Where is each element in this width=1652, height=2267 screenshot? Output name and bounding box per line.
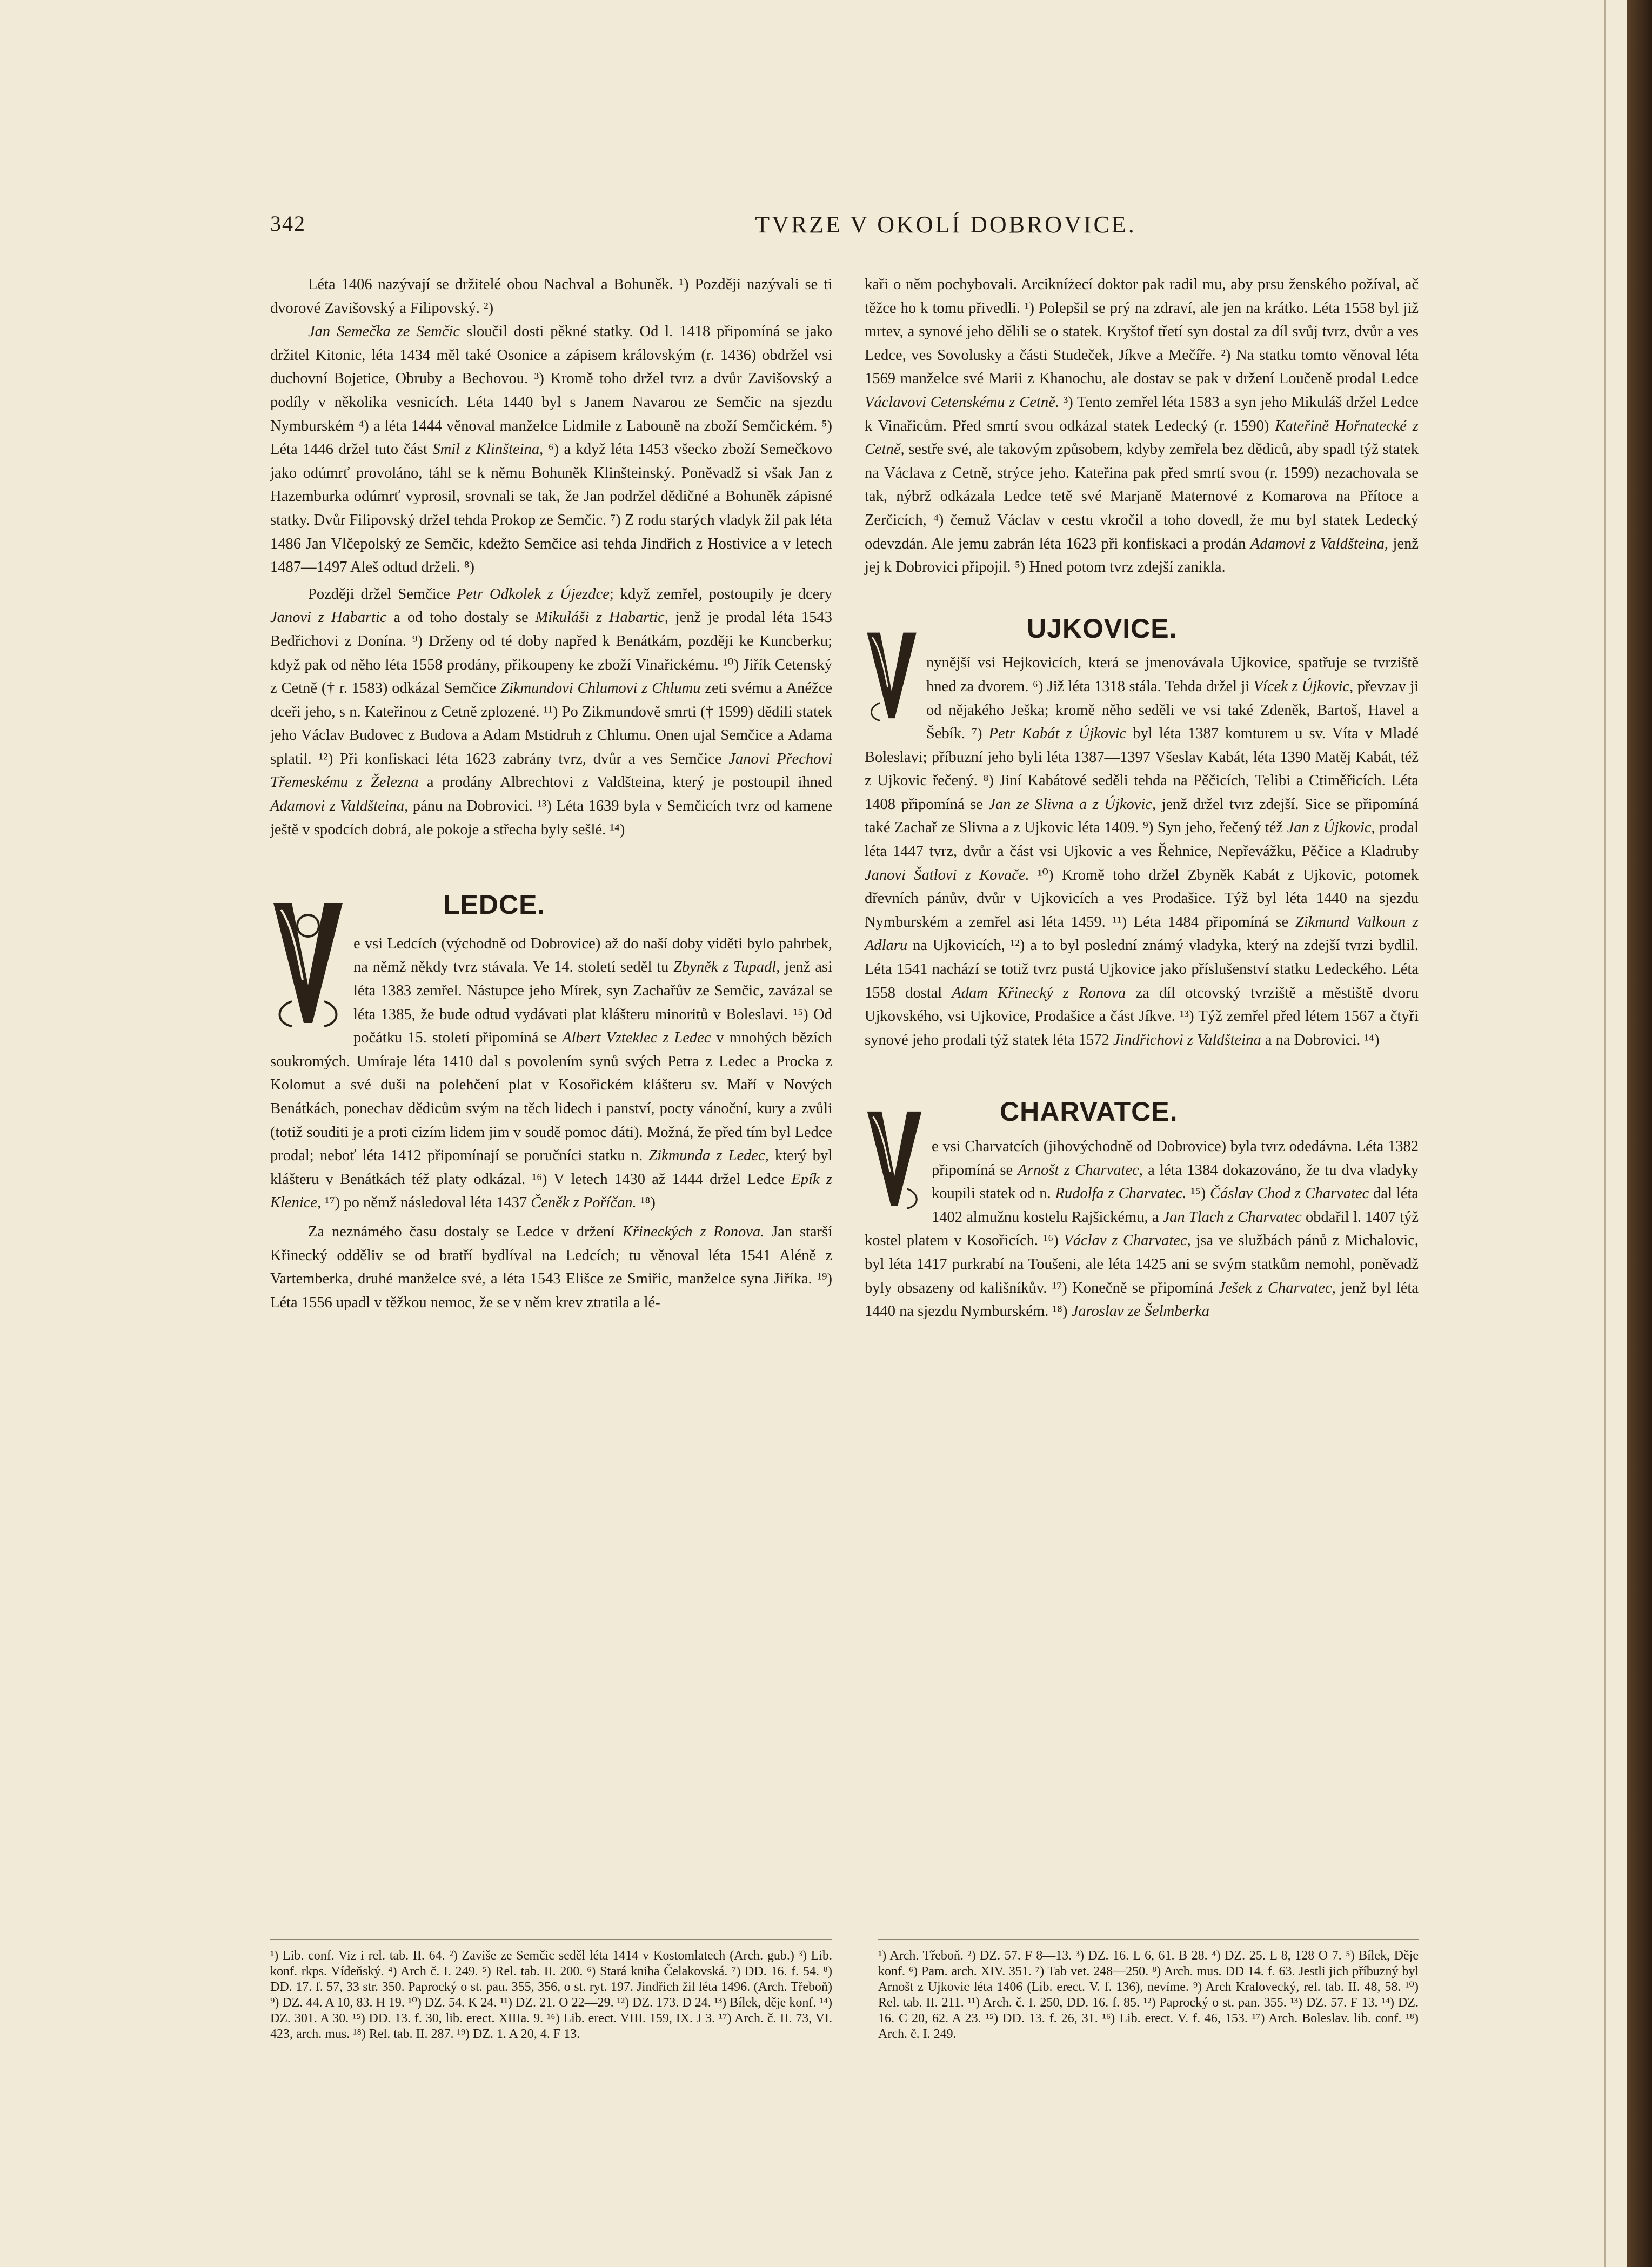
footnote-rule bbox=[878, 1939, 1419, 1940]
paragraph bbox=[270, 932, 832, 1215]
person-name: Janovi z Habartic bbox=[270, 609, 387, 626]
initial-v-icon bbox=[270, 893, 346, 1028]
person-name: Rudolfa z Charvatec. bbox=[1055, 1185, 1187, 1202]
person-name: Jan Tlach z Charvatec bbox=[1162, 1208, 1302, 1226]
text: Později držel Semčice bbox=[308, 585, 457, 603]
text: ; když zemřel, postoupily je dcery bbox=[609, 585, 832, 603]
person-name: Petr Kabát z Újkovic bbox=[988, 725, 1127, 743]
text: e vsi Charvatcích (jihovýchodně od Dobrovice) byla tvrz odedávna. Léta 1382 připomíná se bbox=[932, 1138, 1419, 1179]
person-name: Ješek z Charvatec, bbox=[1218, 1279, 1336, 1296]
person-name: Křineckých z Ronova. bbox=[622, 1223, 765, 1240]
person-name: Mikuláši z Habartic, bbox=[535, 609, 668, 626]
text: sloučil dosti pěkné statky. Od l. 1418 připomíná se jako držitel Kitonic, léta 1434 měl také Osonice a zápisem královským (r. 1436) obdržel vsi duchovní Bojetice, Obruby a Bechovou. ³) Kromě toho držel tvrz a dvůr Zavišovský a podíly v několika vesnicích. Léta 1440 byl s Janem Navarou ze Semčic na sjezdu Nymburském ⁴) a léta 1444 věnoval manželce Lidmile z Labouně na zboží Semčickém. ⁵) Léta 1446 držel tuto část bbox=[270, 323, 832, 458]
page-number: 342 bbox=[270, 211, 306, 236]
person-name: Smil z Klinšteina, bbox=[432, 441, 544, 458]
footnote-rule bbox=[270, 1939, 832, 1940]
text: jenž držel tvrz zdejší. Sice se připomíná také Zachař ze Slivna a z Ujkovic léta 1409. ⁹) Syn jeho, řečený též bbox=[865, 795, 1419, 837]
person-name: Václav z Charvatec, bbox=[1064, 1232, 1191, 1249]
text: kaři o něm pochybovali. Arcikníżecí doktor pak radil mu, aby prsu ženského požíval, ač těžce ho k tomu přivedli. ¹) Polepšil se prý na zdraví, ale jen na krátko. Léta 1558 byl již mrtev, a synové jeho dělili se o statek. Kryštof třetí syn dostal za díl svůj tvrz, dvůr a ves Ledce, ves Sovolusky a části Studeček, Jíkve a Mečíře. ²) Na statku tomto věnoval léta 1569 manželce své Marii z Khanochu, ale dostav se pak v držení Loučeně prodal Ledce bbox=[865, 276, 1419, 387]
paragraph bbox=[865, 1135, 1419, 1323]
person-name: Čeněk z Poříčan. bbox=[531, 1194, 637, 1212]
text: převzav ji od nějakého Ješka; kromě něho seděli ve vsi také Zdeněk, Bartoš, Havel a Šebík. ⁷) bbox=[926, 678, 1419, 743]
person-name: Jan Semečka ze Semčic bbox=[308, 323, 460, 340]
person-name: Janovi Přechovi Třemeskému z Železna bbox=[270, 750, 832, 791]
text: jsa ve službách pánů z Michalovic, byl léta 1417 purkrabí na Toušeni, ale léta 1425 ani se svým statkům nemohl, poněvadž byly obsazeny od kališníkův. ¹⁷) Konečně se připomíná bbox=[865, 1232, 1419, 1296]
paragraph bbox=[270, 320, 832, 579]
text: ⁶) a když léta 1453 všecko zboží Semečkovo jako odúmrť provoláno, táhl se k němu Bohuněk Klinšteinský. Poněvadž si však Jan z Hazemburka odúmrť vyprosil, srovnali se tak, že Jan podržel dědičné a Bohuněk zápisné statky. Dvůr Filipovský držel tehda Prokop ze Semčic. ⁷) Z rodu starých vladyk žil pak léta 1486 Jan Vlčepolský ze Semčic, kdežto Semčice asi tehda Jindřich z Hostivice a v letech 1487—1497 Aleš odtud drželi. ⁸) bbox=[270, 441, 833, 576]
person-name: Vícek z Újkovic, bbox=[1253, 678, 1354, 695]
text: který byl klášteru v Benátkách též platy odkázal. ¹⁶) V letech 1430 až 1444 držel Ledce bbox=[270, 1147, 832, 1188]
initial-v-icon bbox=[865, 1100, 924, 1214]
text: ¹⁷) po němž následoval léta 1437 bbox=[321, 1194, 531, 1212]
text: na Ujkovicích, ¹²) a to byl poslední známý vladyka, který na zdejší tvrzi bydlil. Léta 1541 nachází se totiž tvrz pustá Ujkovice jako příslušenství statku Ledeckého. Léta 1558 dostal bbox=[865, 937, 1419, 1001]
person-name: Janovi Šatlovi z Kovače. bbox=[865, 866, 1029, 884]
text: a prodány Albrechtovi z Valdšteina, který je postoupil ihned bbox=[418, 774, 832, 791]
text: e vsi Ledcích (východně od Dobrovice) až do naší doby viděti bylo pahrbek, na němž někdy tvrz stávala. Ve 14. století seděl tu bbox=[353, 935, 832, 976]
paragraph: Léta 1406 nazývají se držitelé obou Nachval a Bohuněk. ¹) Později nazývali se ti dvorové Zavišovský a Filipovský. ²) bbox=[270, 276, 832, 317]
text: obdařil l. 1407 týž kostel platem v Kosořicích. ¹⁶) bbox=[865, 1208, 1419, 1249]
text: ¹⁰) Kromě toho držel Zbyněk Kabát z Ujkovic, potomek dřevních pánův, dvůr v Ujkovicích a ves Prodašice. Týž byl léta 1440 na sjezdu Nymburském a zemřel asi léta 1459. ¹¹) Léta 1484 připomíná se bbox=[865, 866, 1419, 931]
running-title: TVRZE V OKOLÍ DOBROVICE. bbox=[755, 211, 1136, 238]
text: dal léta 1402 almužnu kostelu Rajšickému, a bbox=[932, 1185, 1419, 1226]
right-column bbox=[865, 273, 1419, 1323]
text: a léta 1384 dokazováno, že tu dva vladyky koupili statek od n. bbox=[932, 1161, 1419, 1202]
text: ¹⁵) bbox=[1186, 1185, 1210, 1202]
person-name: Kateřině Hořnatecké z Cetně, bbox=[865, 417, 1419, 458]
section-title-charvatce: CHARVATCE. bbox=[1000, 1096, 1178, 1127]
person-name: Čáslav Chod z Charvatec bbox=[1210, 1185, 1369, 1202]
person-name: Arnošt z Charvatec, bbox=[1018, 1161, 1143, 1179]
person-name: Adamovi z Valdšteina, bbox=[270, 798, 409, 815]
text: prodal léta 1447 tvrz, dvůr a část vsi Ujkovic a ves Řehnice, Nepřevážku, Pěčice a Kladruby bbox=[865, 819, 1419, 860]
person-name: Václavovi Cetenskému z Cetně. bbox=[865, 393, 1059, 411]
ornamental-initial-v bbox=[865, 1100, 924, 1214]
text: ¹⁸) bbox=[636, 1194, 656, 1212]
person-name: Adamovi z Valdšteina, bbox=[1250, 535, 1389, 552]
text: Za neznámého času dostaly se Ledce v držení bbox=[308, 1223, 623, 1240]
person-name: Albert Vzteklec z Ledec bbox=[562, 1029, 711, 1047]
person-name: Zikmund Valkoun z Adlaru bbox=[865, 913, 1419, 954]
paragraph bbox=[270, 1220, 832, 1314]
text: v mnohých bězích soukromých. Umíraje léta 1410 dal s povolením synů svých Petra z Ledec a Procka z Kolomut a své duši na polehčení plat v Kosořickém klášteru sv. Maří v Nových Benátkách, ponechav dědicům svým na těch lidech i panství, pocty vánoční, kury a zvůli (totiž souditi je a proti cizím lidem jim v soudě pomoc dáti). Možná, že před tím byl Ledce prodal; neboť léta 1412 připomínají se poručníci statku n. bbox=[270, 1029, 832, 1165]
person-name: Jindřichovi z Valdšteina bbox=[1113, 1031, 1261, 1048]
person-name: Adam Křinecký z Ronova bbox=[952, 984, 1126, 1001]
person-name: Petr Odkolek z Újezdce bbox=[456, 585, 610, 603]
paragraph bbox=[865, 273, 1419, 579]
text: pánu na Dobrovici. ¹³) Léta 1639 byla v Semčicích tvrz od kamene ještě v spodcích dobrá, ale pokoje a střecha byly sešlé. ¹⁴) bbox=[270, 798, 832, 838]
ornamental-initial-v bbox=[865, 617, 919, 731]
text: sestře své, ale takovým způsobem, kdyby zemřela bez dědiců, aby spadl týž statek na Václava z Cetně, strýce jeho. Kateřina pak před smrtí svou (r. 1599) nezachovala se tak, nýbrž odkázala Ledce tetě své Marjaně Maternové z Komarova na Přítoce a Zerčicích, ⁴) čemuž Václav v cestu vkročil a toho dovedl, že mu byl statek Ledecký odevzdán. Ale jemu zabrán léta 1623 při konfiskaci a prodán bbox=[865, 441, 1419, 552]
text: jenž jej k Dobrovici připojil. ⁵) Hned potom tvrz zdejší zanikla. bbox=[865, 535, 1419, 576]
running-head bbox=[270, 211, 1136, 243]
text: byl léta 1387 komturem u sv. Víta v Mladé Boleslavi; příbuzní jeho byli léta 1387—1397 Všeslav Kabát, léta 1390 Matěj Kabát, též z Ujkovic řečený. ⁸) Jiní Kabátové seděli tehda na Pěčicích, Telibi a Ctiměřicích. Léta 1408 připomíná se bbox=[865, 725, 1419, 813]
text: jenž je prodal léta 1543 Bedřichovi z Donína. ⁹) Drženy od té doby napřed k Benátkám, později ke Kuncberku; když pak od něho léta 1558 prodány, přikoupeny ke zboží Vinařickému. ¹⁰) Jiřík Cetenský z Cetně († r. 1583) odkázal Semčice bbox=[270, 609, 832, 697]
person-name: Jaroslav ze Šelmberka bbox=[1071, 1303, 1209, 1320]
text: a na Dobrovici. ¹⁴) bbox=[1261, 1031, 1380, 1048]
left-column bbox=[270, 273, 832, 1314]
text: jenž byl léta 1440 na sjezdu Nymburském. ¹⁸) bbox=[865, 1279, 1419, 1320]
initial-v-icon bbox=[865, 617, 919, 731]
footnotes-right: ¹) Arch. Třeboň. ²) DZ. 57. F 8—13. ³) DZ. 16. L 6, 61. B 28. ⁴) DZ. 25. L 8, 128 O 7. ⁵) Bílek, Děje konf. ⁶) Pam. arch. XIV. 351. ⁷) Tab vet. 248—250. ⁸) Arch. mus. DD 14. f. 63. Jestli jich příbuzný byl Arnošt z Ujkovic léta 1406 (Lib. erect. V. f. 136), nevíme. ⁹) Arch Kralovecký, rel. tab. II. 48, 58. ¹⁰) Rel. tab. II. 211. ¹¹) Arch. č. I. 250, DD. 16. f. 85. ¹²) Paprocký o st. pan. 355. ¹³) DZ. 57. F 13. ¹⁴) DZ. 16. C 20, 62. A 23. ¹⁵) DD. 13. f. 26, 31. ¹⁶) Lib. erect. V. f. 46, 153. ¹⁷) Arch. Boleslav. lib. conf. ¹⁸) Arch. č. I. 249. bbox=[878, 1949, 1419, 2041]
section-title-ujkovice: UJKOVICE. bbox=[1027, 613, 1178, 644]
paragraph bbox=[270, 583, 832, 842]
text: Jan starší Křinecký odděliv se od bratří bydlíval na Ledcích; tu věnoval léta 1541 Aléně z Vartemberka, druhé manželce své, a léta 1543 Elišce ze Smiřic, manželce syna Jiříka. ¹⁹) Léta 1556 upadl v těžkou nemoc, že se v něm krev ztratila a lé- bbox=[270, 1223, 832, 1311]
footnotes-left: ¹) Lib. conf. Viz i rel. tab. II. 64. ²) Zaviše ze Semčic seděl léta 1414 v Kostomlatech (Arch. gub.) ³) Lib. konf. rkps. Vídeňský. ⁴) Arch č. I. 249. ⁵) Rel. tab. II. 200. ⁶) Stará kniha Čelakovská. ⁷) DD. 16. f. 54. ⁸) DD. 17. f. 57, 33 str. 350. Paprocký o st. pau. 355, 356, o st. ryt. 197. Jindřich žil léta 1496. (Arch. Třeboň) ⁹) DZ. 44. A 10, 83. H 19. ¹⁰) DZ. 54. K 24. ¹¹) DZ. 21. O 22—29. ¹²) DZ. 173. D 24. ¹³) Bílek, děje konf. ¹⁴) DZ. 301. A 30. ¹⁵) DD. 13. f. 30, lib. erect. XIIIa. 9. ¹⁶) Lib. erect. VIII. 159, IX. J 3. ¹⁷) Arch. č. II. 73, VI. 423, arch. mus. ¹⁸) Rel. tab. II. 287. ¹⁹) DZ. 1. A 20, 4. F 13. bbox=[270, 1949, 832, 2041]
page-edge-line bbox=[1604, 0, 1606, 2267]
person-name: Zbyněk z Tupadl, bbox=[673, 959, 780, 976]
person-name: Zikmunda z Ledec, bbox=[648, 1147, 769, 1165]
paragraph bbox=[865, 651, 1419, 1052]
book-edge-shadow bbox=[1627, 0, 1652, 2267]
section-title-ledce: LEDCE. bbox=[443, 890, 546, 920]
text: nynější vsi Hejkovicích, která se jmenovávala Ujkovice, spatřuje se tvrziště hned za dvorem. ⁶) Již léta 1318 stála. Tehda držel ji bbox=[926, 654, 1419, 695]
text: za díl otcovský tvrziště a městiště dvoru Ujkovského, vsi Ujkovice, Prodašice a část Jíkve. ¹³) Týž zemřel před létem 1567 a čtyři synové jeho prodali týž statek léta 1572 bbox=[865, 984, 1419, 1048]
person-name: Jan ze Slivna a z Újkovic, bbox=[988, 795, 1156, 813]
person-name: Jan z Újkovic, bbox=[1287, 819, 1375, 837]
text: ³) Tento zemřel léta 1583 a syn jeho Mikuláš držel Ledce k Vinařicům. Před smrtí svou odkázal statek Ledecký (r. 1590) bbox=[865, 393, 1419, 434]
text: a od toho dostaly se bbox=[386, 609, 536, 626]
ornamental-initial-v bbox=[270, 893, 346, 1028]
text: zeti svému a Anéžce dceři jeho, s n. Kateřinou z Cetně zplozené. ¹¹) Po Zikmundově smrti († 1599) dědili statek jeho Václav Budovec z Budova a Adam Mstidruh z Chlumu. Onen ujal Semčice a Adama splatil. ¹²) Při konfiskaci léta 1623 zabrány tvrz, dvůr a ves Semčice bbox=[270, 680, 832, 767]
person-name: Zikmundovi Chlumovi z Chlumu bbox=[500, 680, 701, 697]
person-name: Epík z Klenice, bbox=[270, 1171, 832, 1212]
text: jenž asi léta 1383 zemřel. Nástupce jeho Mírek, syn Zachařův ze Semčic, zavázal se léta 1385, že bude odtud vydávati plat klášteru minoritů v Boleslavi. ¹⁵) Od počátku 15. století připomíná se bbox=[353, 959, 832, 1047]
